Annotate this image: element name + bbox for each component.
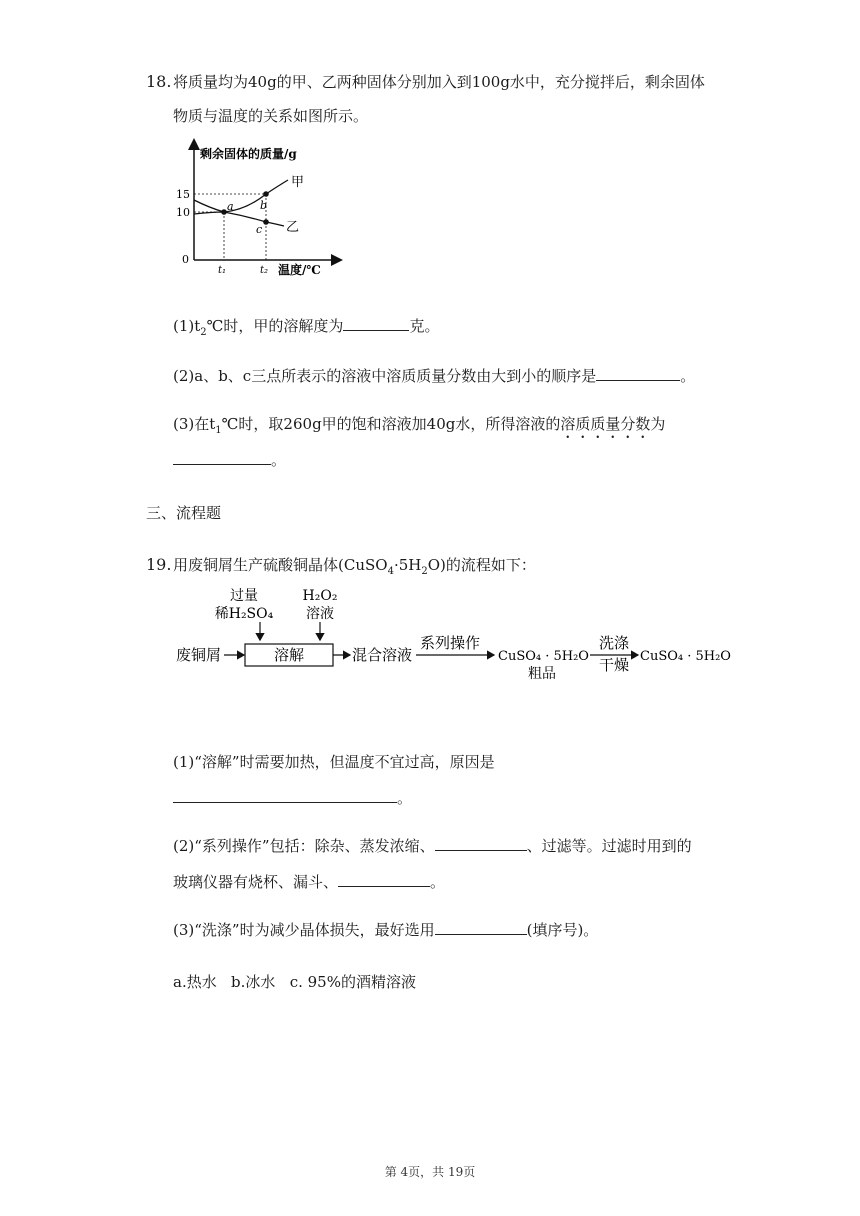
q19-part1: (1)“溶解”时需要加热，但温度不宜过高，原因是 <box>173 753 495 771</box>
x-tick-t1: t₁ <box>218 265 227 276</box>
reagent-h2o2-line2: 溶液 <box>306 606 334 622</box>
flow-wash-bottom: 干燥 <box>598 656 630 674</box>
origin-label: 0 <box>182 253 189 266</box>
q19-part2 <box>173 836 692 856</box>
q18-part1-sub: 2 <box>200 327 207 338</box>
x-tick-t2: t₂ <box>260 265 269 276</box>
y-tick-10: 10 <box>176 206 190 219</box>
q18-part3-line2 <box>173 450 286 470</box>
q19-part3-post: (填序号)。 <box>526 921 599 939</box>
curve-yi-label: 乙 <box>286 220 300 235</box>
point-a-label: a <box>227 200 234 213</box>
point-a <box>221 209 227 215</box>
answer-blank-q18-1[interactable] <box>343 316 409 331</box>
q18-part2 <box>173 366 695 386</box>
flow-wash-top: 洗涤 <box>598 634 630 652</box>
x-axis-label: 温度/℃ <box>278 263 321 277</box>
question-19-stem <box>173 555 536 582</box>
reagent-acid-line2: 稀H₂SO₄ <box>214 606 274 622</box>
q18-part2-text: (2)a、b、c三点所表示的溶液中溶质质量分数由大到小的顺序是 <box>173 367 597 385</box>
flow-product: CuSO₄ · 5H₂O <box>640 649 731 664</box>
reagent-acid-line1: 过量 <box>230 588 258 604</box>
dissolve-box-label: 溶解 <box>273 646 305 664</box>
question-19-number: 19. <box>146 555 172 574</box>
q19-options: a.热水 b.冰水 c. 95%的酒精溶液 <box>173 973 416 991</box>
process-flow-diagram <box>172 586 742 682</box>
q18-part3-pre: (3)在t <box>173 415 216 433</box>
q19-part2-line2-post: 。 <box>430 873 446 891</box>
point-b <box>263 191 269 197</box>
q18-part3-line2-post: 。 <box>271 451 287 469</box>
q19-part1-post: 。 <box>397 789 413 807</box>
flow-crude-sub: 粗品 <box>528 666 556 682</box>
curve-jia-label: 甲 <box>291 175 305 190</box>
flow-mix: 混合溶液 <box>352 646 413 664</box>
q19-part3-pre: (3)“洗涤”时为减少晶体损失，最好选用 <box>173 921 435 939</box>
y-axis-label: 剩余固体的质量/g <box>200 147 297 161</box>
solubility-graph <box>172 138 352 284</box>
q19-part1-line2 <box>173 788 412 808</box>
answer-blank-q19-2a[interactable] <box>435 836 527 851</box>
answer-blank-q18-3[interactable] <box>173 450 271 465</box>
q18-part1-mid: ℃时，甲的溶解度为 <box>206 317 344 335</box>
q18-part3-mid: ℃时，取260g甲的饱和溶液加40g水，所得溶液的 <box>221 415 561 433</box>
q19-stem-pre: 用废铜屑生产硫酸铜晶体(CuSO <box>173 556 388 574</box>
q18-part3-post: 为 <box>650 415 666 433</box>
section-title: 三、流程题 <box>146 504 222 522</box>
q19-part2-pre: (2)“系列操作”包括：除杂、蒸发浓缩、 <box>173 837 435 855</box>
q18-part2-post: 。 <box>680 367 696 385</box>
point-c-label: c <box>256 223 263 236</box>
q19-stem-sub4: 4 <box>387 566 394 577</box>
q19-part2-line2-pre: 玻璃仪器有烧杯、漏斗、 <box>173 873 339 891</box>
answer-blank-q19-2b[interactable] <box>338 872 430 887</box>
q18-part3-sub: 1 <box>215 425 222 436</box>
flow-start: 废铜屑 <box>176 646 222 664</box>
q19-stem-mid: ·5H <box>393 556 422 574</box>
q19-stem-post: O)的流程如下： <box>427 556 536 574</box>
page-footer: 第 4页，共 19页 <box>384 1165 476 1179</box>
curve-yi <box>194 212 284 226</box>
q18-part3 <box>173 414 665 442</box>
q19-stem-sub2: 2 <box>421 566 428 577</box>
point-c <box>263 219 269 225</box>
reagent-h2o2-line1: H₂O₂ <box>302 588 338 604</box>
point-b-label: b <box>260 199 268 212</box>
answer-blank-q18-2[interactable] <box>596 366 680 381</box>
q18-part3-emphasis: 溶质质量分数 <box>560 415 651 433</box>
flow-crude: CuSO₄ · 5H₂O <box>498 649 589 664</box>
q19-part2-mid: 、过滤等。过滤时用到的 <box>526 837 692 855</box>
answer-blank-q19-3[interactable] <box>435 920 527 935</box>
q19-part2-line2 <box>173 872 445 892</box>
question-18-stem-line2: 物质与温度的关系如图所示。 <box>173 107 369 125</box>
y-tick-15: 15 <box>176 188 190 201</box>
flow-op-label: 系列操作 <box>420 634 481 652</box>
q19-part3 <box>173 920 598 940</box>
question-18-number: 18. <box>146 72 172 91</box>
q18-part1-pre: (1)t <box>173 317 201 335</box>
q18-part1-post: 克。 <box>409 317 440 335</box>
question-18-stem-line1: 将质量均为40g的甲、乙两种固体分别加入到100g水中，充分搅拌后，剩余固体 <box>173 73 705 91</box>
q18-part1 <box>173 316 439 343</box>
curve-jia <box>194 180 288 212</box>
answer-blank-q19-1[interactable] <box>173 788 397 803</box>
